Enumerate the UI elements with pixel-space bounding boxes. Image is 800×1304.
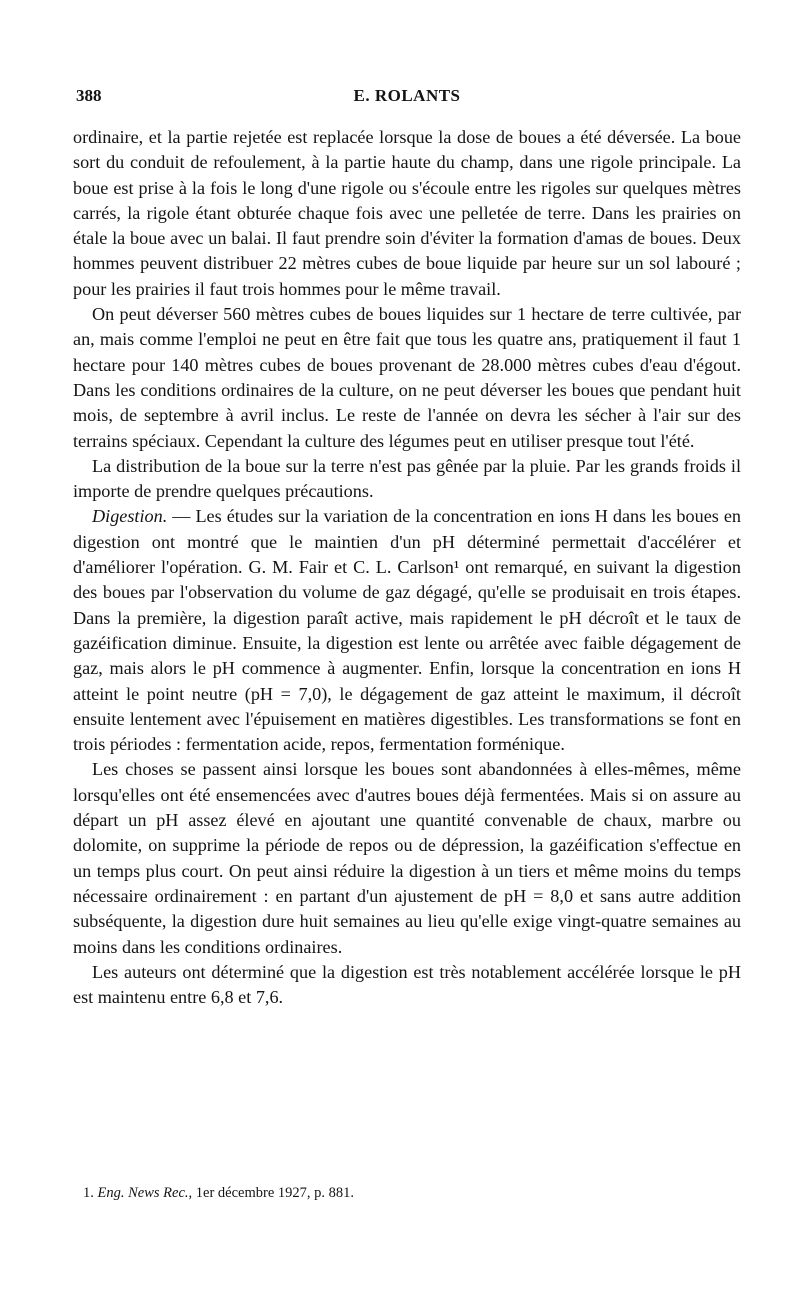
paragraph-sludge-volume: On peut déverser 560 mètres cubes de boues liquides sur 1 hectare de terre cultivée, par an, mais comme l'emploi ne peut en être fait que tous les quatre ans, pratiquement il faut 1 hectare pour 140 mètres cubes de boues provenant de 28.000 mètres cubes d'eau d'égout. Dans les conditions ordinaires de la culture, on ne peut déverser les boues que pendant huit mois, de septembre à avril inclus. Le reste de l'année on devra les sécher à l'air sur des terrains spéciaux. Cependant la culture des légumes peut en utiliser presque tout l'été. bbox=[73, 304, 741, 451]
body-text bbox=[73, 125, 741, 1010]
paragraph-digestion-text: — Les études sur la variation de la concentration en ions H dans les boues en digestion ont montré que le maintien d'un pH déterminé permettait d'accélérer et d'améliorer l'opération. G. M. Fair et C. L. Carlson¹ ont remarqué, en suivant la digestion des boues par l'observation du volume de gaz dégagé, qu'elle se produisait en trois étapes. Dans la première, la digestion paraît active, mais rapidement le pH décroît et le taux de gazéification diminue. Ensuite, la digestion est lente ou arrêtée avec faible dégagement de gaz, mais alors le pH commence à augmenter. Enfin, lorsque la concentration en ions H atteint le point neutre (pH = 7,0), le dégagement de gaz atteint le maximum, il décroît ensuite lentement avec l'épuisement en matières digestibles. Les transformations se font en trois périodes : fermentation acide, repos, fermentation forménique. bbox=[73, 506, 741, 755]
paragraph-digestion bbox=[73, 504, 741, 757]
running-head: E. ROLANTS bbox=[353, 86, 461, 105]
page-number: 388 bbox=[76, 86, 102, 105]
paragraph-ph-adjustment: Les choses se passent ainsi lorsque les boues sont abandonnées à elles-mêmes, même lorsqu'elles ont été ensemencées avec d'autres boues déjà fermentées. Mais si on assure au départ un pH assez élevé en ajoutant une quantité convenable de chaux, marbre ou dolomite, on supprime la période de repos ou de dépression, la gazéification s'effectue en un temps plus court. On peut ainsi réduire la digestion à un tiers et même moins du temps nécessaire ordinairement : en partant d'un ajustement de pH = 8,0 et sans autre addition subséquente, la digestion dure huit semaines au lieu qu'elle exige vingt-quatre semaines au moins dans les conditions ordinaires. bbox=[73, 759, 741, 957]
paragraph-conclusion: Les auteurs ont déterminé que la digestion est très notablement accélérée lorsque le pH est maintenu entre 6,8 et 7,6. bbox=[73, 961, 741, 1008]
section-runin-heading: Digestion. bbox=[92, 506, 168, 527]
footnote-source: Eng. News Rec. bbox=[97, 1185, 189, 1201]
page-header bbox=[72, 86, 742, 112]
footnote-text: , 1er décembre 1927, p. 881. bbox=[188, 1185, 355, 1201]
footnote-marker: 1. bbox=[83, 1185, 98, 1201]
footnote bbox=[83, 1183, 743, 1203]
paragraph-continuation: ordinaire, et la partie rejetée est replacée lorsque la dose de boues a été déversée. La boue sort du conduit de refoulement, à la partie haute du champ, dans une rigole principale. La boue est prise à la fois le long d'une rigole ou s'écoule entre les rigoles sur quelques mètres carrés, la rigole étant obturée chaque fois avec une pelletée de terre. Dans les prairies on étale la boue avec un balai. Il faut prendre soin d'éviter la formation d'amas de boues. Deux hommes peuvent distribuer 22 mètres cubes de boue liquide par heure sur un sol labouré ; pour les prairies il faut trois hommes pour le même travail. bbox=[73, 127, 741, 299]
paragraph-rain: La distribution de la boue sur la terre n'est pas gênée par la pluie. Par les grands froids il importe de prendre quelques précautions. bbox=[73, 455, 741, 502]
